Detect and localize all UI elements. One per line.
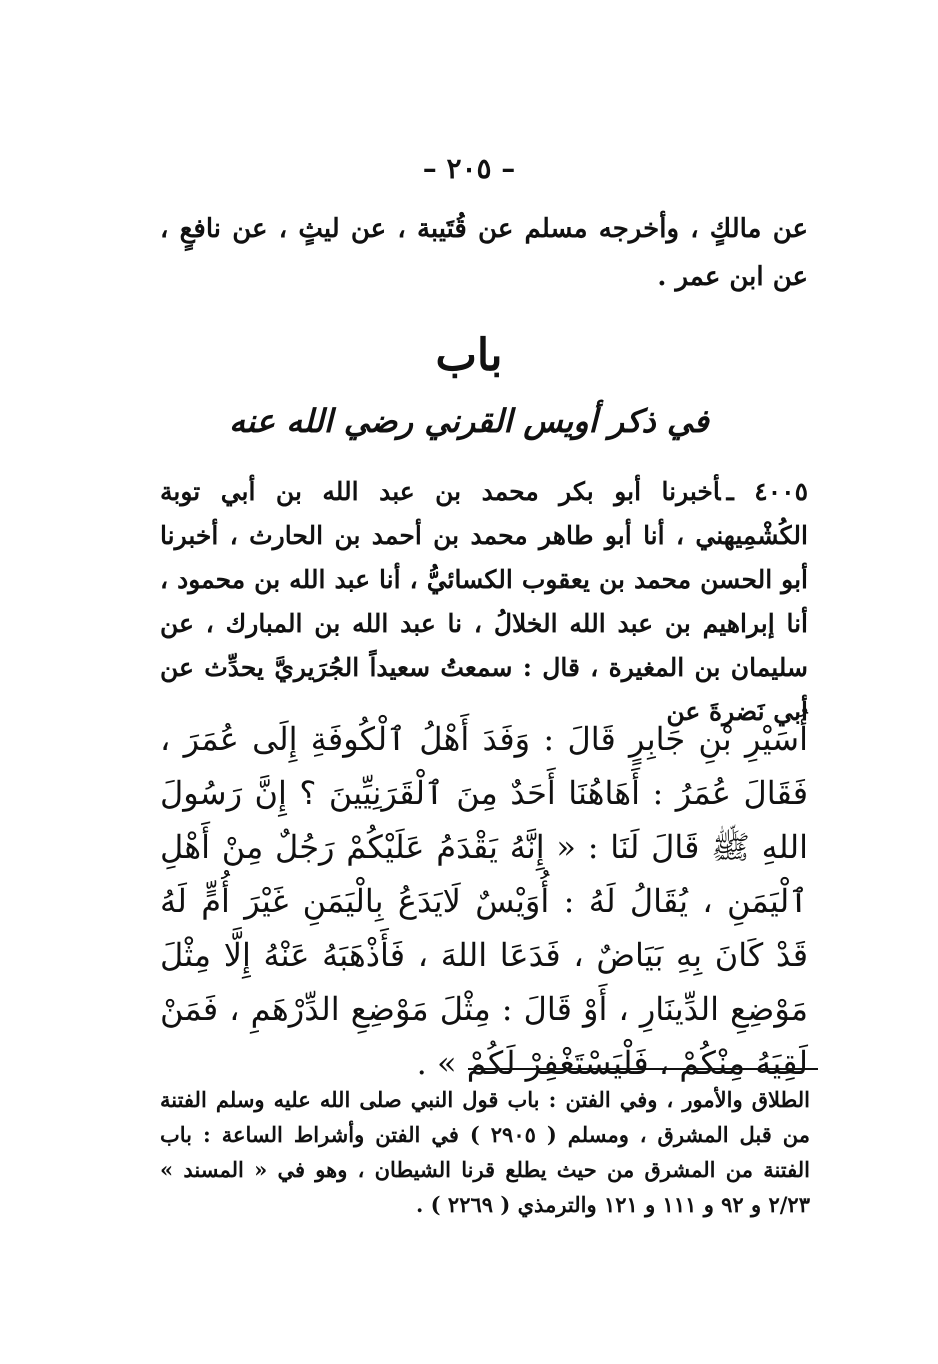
chapter-subheading: في ذكر أويس القرني رضي الله عنه xyxy=(229,402,709,440)
chapter-heading: باب xyxy=(435,330,503,381)
carry-over-text: عن مالكٍ ، وأخرجه مسلم عن قُتَيبة ، عن ليثٍ ، عن نافعٍ ، عن ابن عمر . xyxy=(160,214,808,292)
hadith-matn: أُسَيْرِ بْنِ جَابِرٍ قَالَ : وَفَدَ أَهْلُ ٱلْكُوفَةِ إِلَى عُمَرَ ، فَقَالَ عُمَرُ : أَهَاهُنَا أَحَدٌ مِنَ ٱلْقَرَنِيِّينَ ؟ إِنَّ رَسُولَ اللهِ ﷺ قَالَ لَنَا : « إِنَّهُ يَقْدَمُ عَلَيْكُمْ رَجُلٌ مِنْ أَهْلِ ٱلْيَمَنِ ، يُقَالُ لَهُ : أُوَيْسٌ لَايَدَعُ بِالْيَمَنِ غَيْرَ أُمٍّ لَهُ قَدْ كَانَ بِهِ بَيَاضٌ ، فَدَعَا اللهَ ، فَأَذْهَبَهُ عَنْهُ إِلَّا مِثْلَ مَوْضِعِ الدِّينَارِ ، أَوْ قَالَ : مِثْلَ مَوْضِعِ الدِّرْهَمِ ، فَمَنْ لَقِيَهُ مِنْكُمْ ، فَلْيَسْتَغْفِرْ لَكُمْ » . xyxy=(160,720,809,1082)
page-number: – ٢٠٥ – xyxy=(422,152,516,185)
footnote: الطلاق والأمور ، وفي الفتن : باب قول النبي صلى الله عليه وسلم الفتنة من قبل المشرق ، ومسلم ( ٢٩٠٥ ) في الفتن وأشراط الساعة : باب الفتنة من المشرق من حيث يطلع قرنا الشيطان ، وهو في « المسند » ٢/٢٣ و ٩٢ و ١١١ و ١٢١ والترمذي ( ٢٢٦٩ ) . xyxy=(160,1087,810,1217)
hadith-isnad: أخبرنا أبو بكر محمد بن عبد الله بن أبي توبة الكُشْمِيهني ، أنا أبو طاهر محمد بن أحمد بن الحارث ، أخبرنا أبو الحسن محمد بن يعقوب الكسائيُّ ، أنا عبد الله بن محمود ، أنا إبراهيم بن عبد الله الخلالُ ، نا عبد الله بن المبارك ، عن سليمان بن المغيرة ، قال : سمعتُ سعيداً الجُرَيريَّ يحدِّث عن أبي نَضرةَ عن xyxy=(160,477,808,726)
hadith-number: ٤٠٠٥ ـ xyxy=(726,477,808,506)
footnote-divider xyxy=(468,1068,818,1070)
hadith-isnad-paragraph xyxy=(160,470,808,734)
